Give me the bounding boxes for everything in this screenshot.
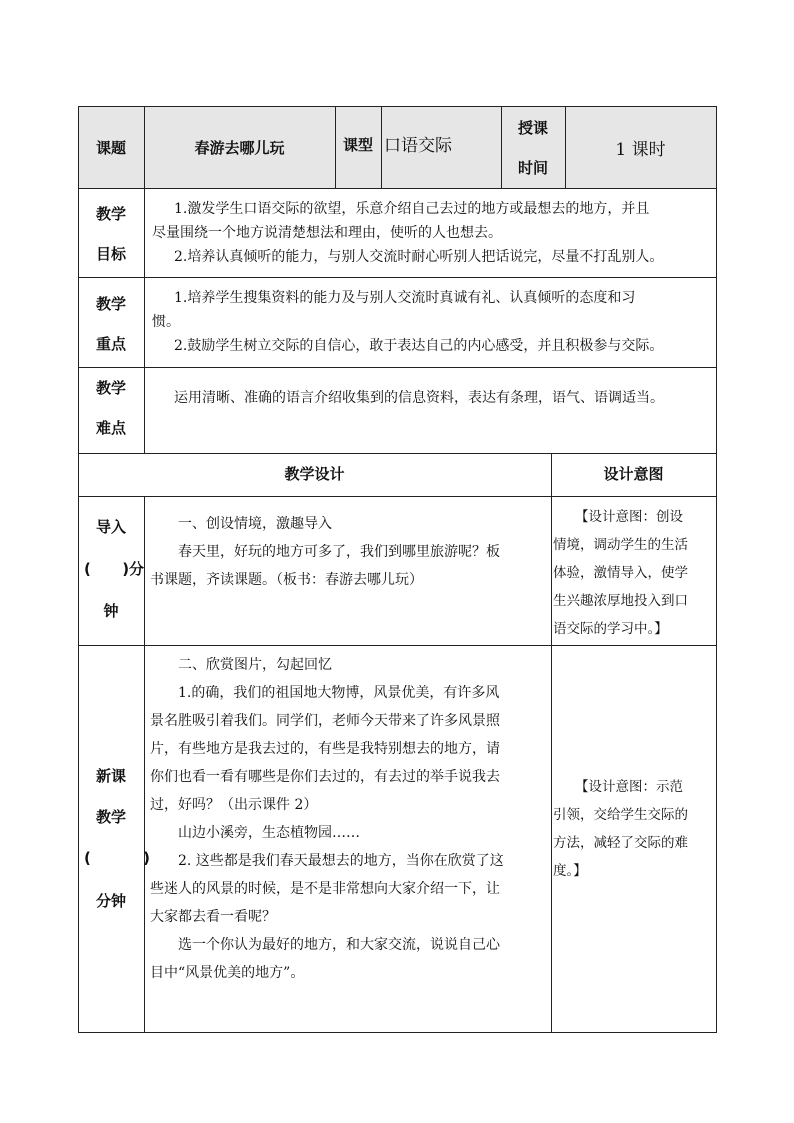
- newlesson-label-line4: 分钟: [95, 892, 126, 910]
- table-border-bottom: [78, 1032, 717, 1033]
- keypoints-line-2: 惯。: [152, 314, 180, 330]
- table-border-right: [716, 106, 717, 1033]
- keypoints-label-line2: 重点: [95, 335, 126, 353]
- keypoints-label-line1: 教学: [95, 295, 126, 313]
- rule-after-difficulties: [78, 453, 717, 454]
- rule-after-goals: [78, 277, 717, 278]
- intro-line-3: 书课题，齐读课题。（板书：春游去哪儿玩）: [150, 572, 423, 588]
- header-divider-3: [381, 106, 382, 188]
- intro-label-line1: 导入: [95, 518, 126, 536]
- newlesson-intent-line-3: 方法，减轻了交际的难: [553, 835, 688, 851]
- newlesson-intent-line-4: 度。】: [553, 863, 587, 879]
- newlesson-line-11: 选一个你认为最好的地方，和大家交流，说说自己心: [178, 937, 500, 953]
- newlesson-intent-line-1: 【设计意图：示范: [575, 779, 683, 795]
- goals-label-line2: 目标: [95, 245, 126, 263]
- newlesson-line-10: 大家都去看一看呢？: [150, 909, 276, 925]
- newlesson-label-line3: ( ): [84, 849, 150, 867]
- intro-intent-line-5: 语交际的学习中。】: [553, 621, 668, 637]
- keypoints-line-3: 2.鼓励学生树立交际的自信心，敢于表达自己的内心感受，并且积极参与交际。: [174, 338, 664, 354]
- rule-after-intro: [78, 645, 717, 646]
- goals-line-1: 1.激发学生口语交际的欲望，乐意介绍自己去过的地方或最想去的地方，并且: [174, 201, 650, 217]
- rule-after-header: [78, 188, 717, 189]
- newlesson-label-line1: 新课: [95, 767, 126, 785]
- goals-label-line1: 教学: [95, 205, 126, 223]
- newlesson-line-5: 你们也看一看有哪些是你们去过的，有去过的举手说我去: [150, 769, 500, 785]
- goals-text: [152, 197, 712, 269]
- intro-line-2: 春天里，好玩的地方可多了，我们到哪里旅游呢？板: [178, 544, 500, 560]
- newlesson-intent: [553, 773, 715, 885]
- type-label: 课型: [342, 136, 373, 154]
- difficulties-label-line1: 教学: [95, 379, 126, 397]
- newlesson-line-1: 二、欣赏图片，勾起回忆: [178, 657, 332, 673]
- goals-line-2: 尽量围绕一个地方说清楚想法和理由，使听的人也想去。: [152, 225, 502, 241]
- intro-text: [150, 510, 550, 594]
- intro-intent-line-2: 情境，调动学生的生活: [553, 537, 688, 553]
- difficulties-label-line2: 难点: [95, 419, 126, 437]
- newlesson-label-line2: 教学: [95, 808, 126, 826]
- newlesson-line-12: 目中“风景优美的地方”。: [150, 965, 305, 981]
- keypoints-text: [152, 286, 712, 358]
- difficulties-line-1: 运用清晰、准确的语言介绍收集到的信息资料，表达有条理，语气、语调适当。: [174, 390, 664, 406]
- goals-line-3: 2.培养认真倾听的能力，与别人交流时耐心听别人把话说完，尽量不打乱别人。: [174, 249, 664, 265]
- difficulties-text: [152, 386, 712, 410]
- intro-line-1: 一、创设情境，激趣导入: [178, 516, 332, 532]
- design-header-right: 设计意图: [603, 465, 664, 483]
- intro-intent-line-4: 生兴趣浓厚地投入到口: [553, 593, 688, 609]
- newlesson-line-9: 些迷人的风景的时候，是不是非常想向大家介绍一下，让: [150, 881, 500, 897]
- intro-intent-line-1: 【设计意图：创设: [575, 509, 683, 525]
- newlesson-line-7: 山边小溪旁，生态植物园……: [178, 825, 360, 841]
- rule-after-design-header: [78, 496, 717, 497]
- intro-intent: [553, 503, 715, 643]
- time-label-line2: 时间: [517, 159, 548, 177]
- intro-label-line2: ( )分: [84, 560, 145, 578]
- intro-label-line3: 钟: [103, 602, 119, 620]
- newlesson-line-6: 过，好吗？（出示课件 2）: [150, 797, 318, 813]
- time-value: 1 课时: [615, 140, 666, 160]
- topic-value: 春游去哪儿玩: [194, 139, 285, 157]
- newlesson-line-3: 景名胜吸引着我们。同学们，老师今天带来了许多风景照: [150, 713, 500, 729]
- rule-after-keypoints: [78, 367, 717, 368]
- keypoints-line-1: 1.培养学生搜集资料的能力及与别人交流时真诚有礼、认真倾听的态度和习: [174, 290, 636, 306]
- newlesson-line-2: 1.的确，我们的祖国地大物博，风景优美，有许多风: [178, 685, 500, 701]
- type-value: 口语交际: [384, 136, 452, 156]
- newlesson-line-8: 2. 这些都是我们春天最想去的地方，当你在欣赏了这: [178, 853, 504, 869]
- intro-intent-line-3: 体验，激情导入，使学: [553, 565, 688, 581]
- design-header-left: 教学设计: [284, 465, 345, 483]
- table-border-top: [78, 106, 717, 107]
- newlesson-text: [150, 651, 550, 987]
- label-column-divider: [144, 188, 145, 453]
- design-intent-divider: [551, 453, 552, 1033]
- newlesson-line-4: 片，有些地方是我去过的，有些是我特别想去的地方，请: [150, 741, 500, 757]
- newlesson-intent-line-2: 引领，交给学生交际的: [553, 807, 688, 823]
- topic-label: 课题: [95, 139, 126, 157]
- time-label-line1: 授课: [517, 119, 548, 137]
